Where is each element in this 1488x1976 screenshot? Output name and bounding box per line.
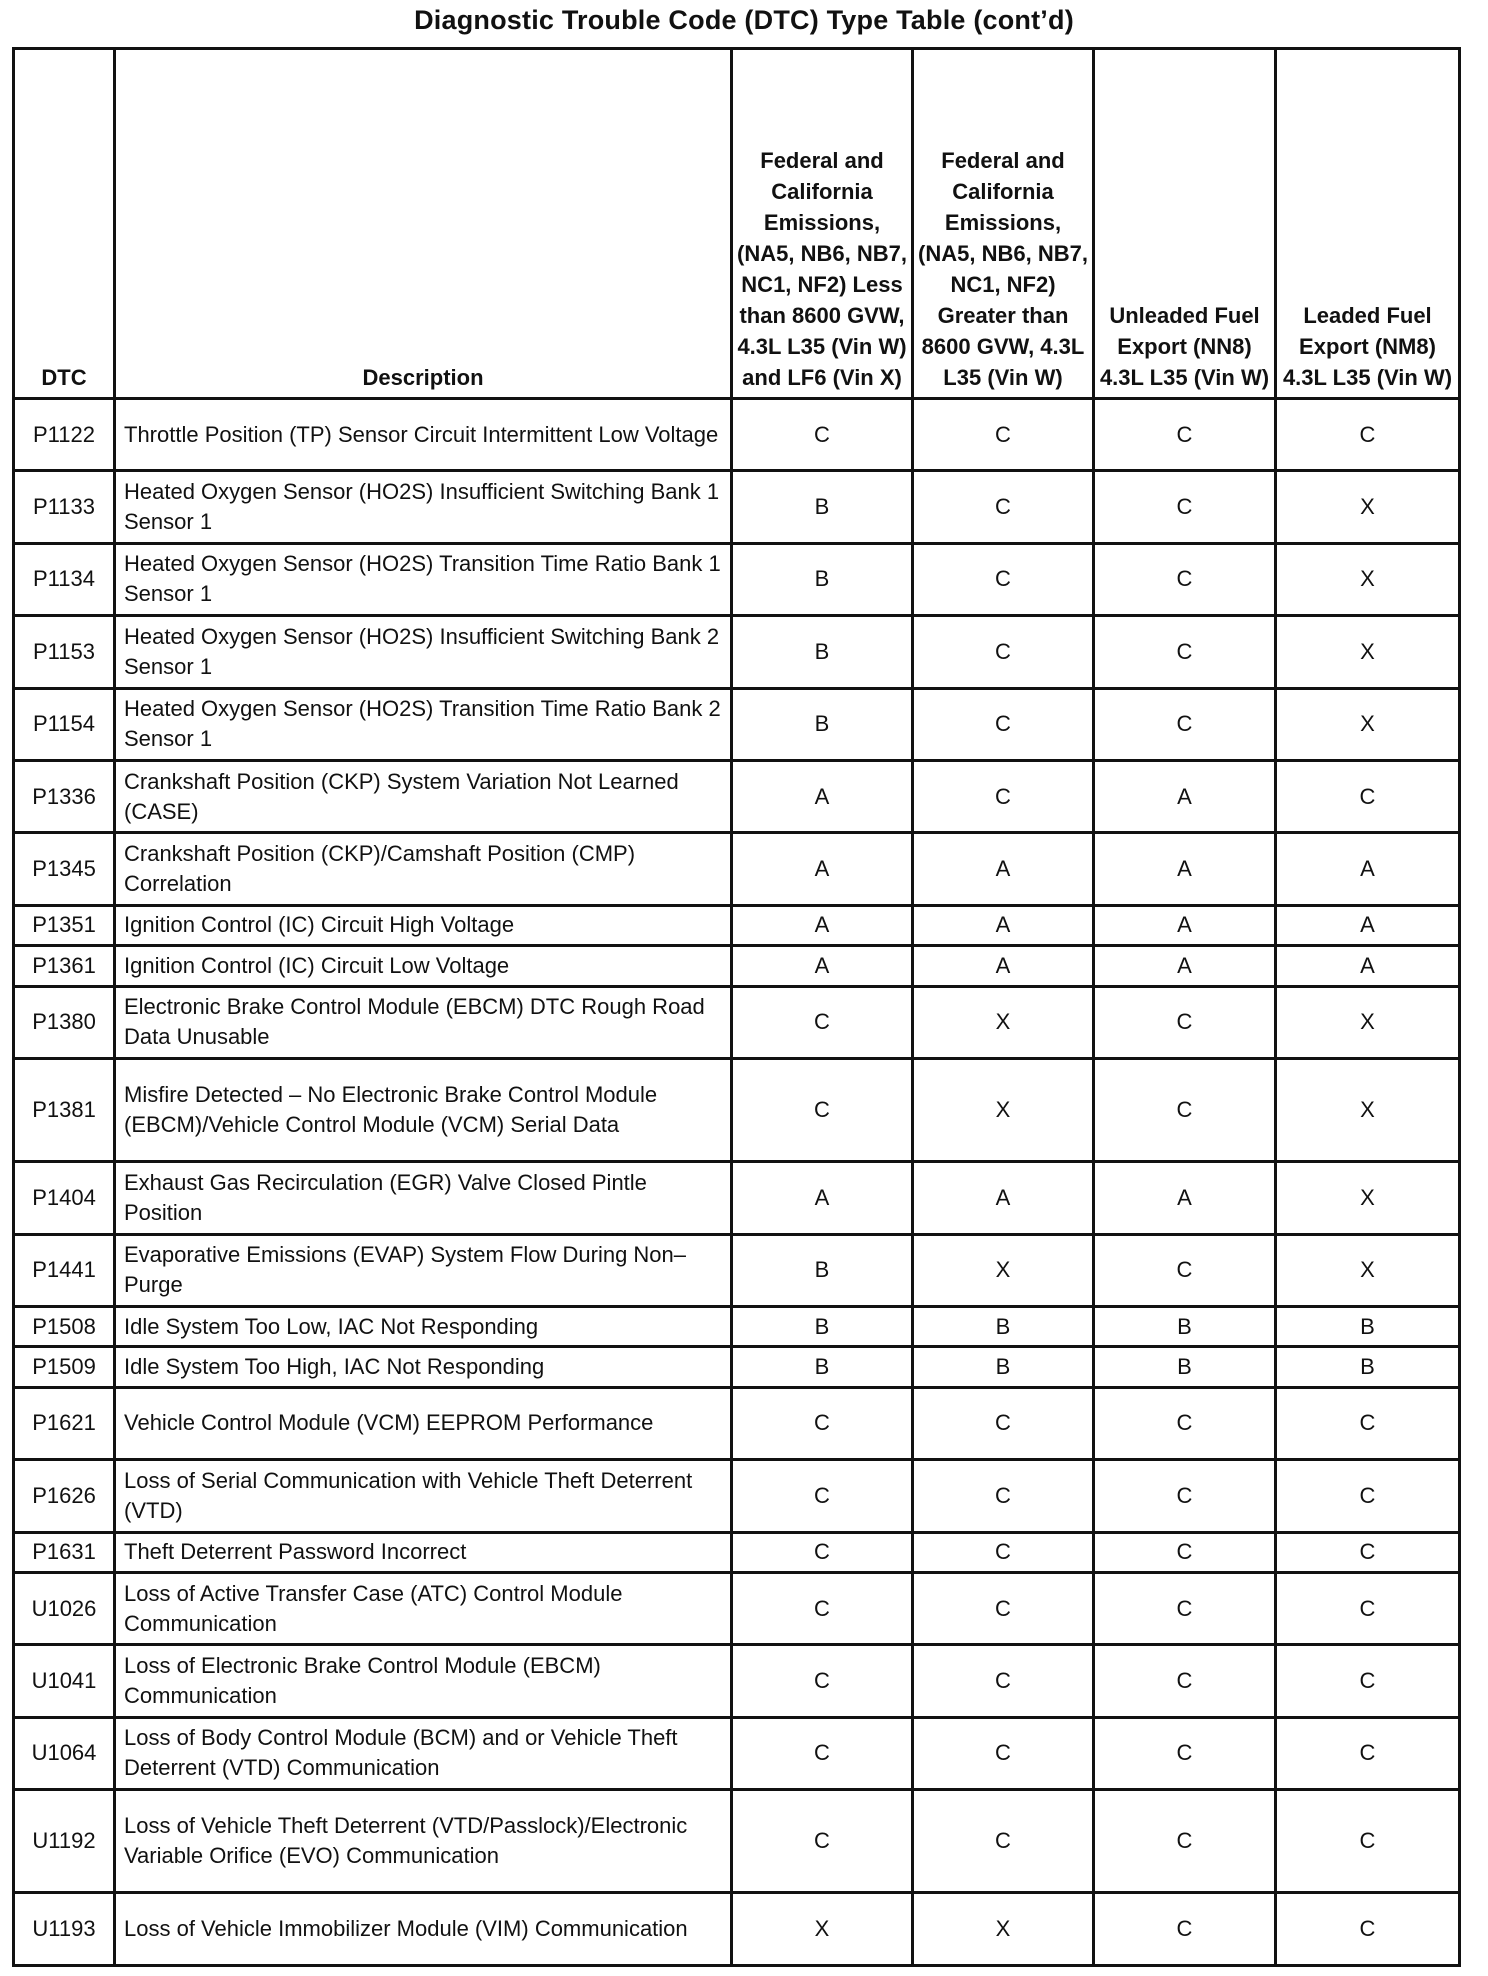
table-body — [14, 399, 1460, 1966]
value-federal-greater-8600: C — [913, 1790, 1094, 1893]
value-federal-less-8600: C — [732, 1460, 913, 1532]
value-unleaded-export: A — [1094, 1162, 1276, 1234]
page-title: Diagnostic Trouble Code (DTC) Type Table (cont’d) — [414, 5, 1074, 35]
table-row — [14, 1893, 1460, 1966]
header-leaded-export: Leaded Fuel Export (NM8) 4.3L L35 (Vin W) — [1276, 49, 1460, 399]
value-leaded-export: C — [1276, 1790, 1460, 1893]
value-leaded-export: B — [1276, 1306, 1460, 1346]
value-leaded-export: C — [1276, 760, 1460, 832]
dtc-description: Crankshaft Position (CKP) System Variation Not Learned (CASE) — [115, 760, 732, 832]
dtc-code: P1336 — [14, 760, 115, 832]
value-federal-less-8600: C — [732, 399, 913, 471]
dtc-description: Theft Deterrent Password Incorrect — [115, 1532, 732, 1572]
value-federal-greater-8600: B — [913, 1347, 1094, 1387]
value-unleaded-export: B — [1094, 1306, 1276, 1346]
table-row — [14, 1532, 1460, 1572]
dtc-code: P1441 — [14, 1234, 115, 1306]
table-row — [14, 946, 1460, 986]
value-federal-less-8600: C — [732, 1790, 913, 1893]
value-leaded-export: C — [1276, 1532, 1460, 1572]
value-unleaded-export: C — [1094, 471, 1276, 543]
value-leaded-export: B — [1276, 1347, 1460, 1387]
value-leaded-export: A — [1276, 905, 1460, 945]
value-unleaded-export: B — [1094, 1347, 1276, 1387]
value-leaded-export: X — [1276, 1234, 1460, 1306]
dtc-code: U1192 — [14, 1790, 115, 1893]
value-leaded-export: C — [1276, 1460, 1460, 1532]
table-row — [14, 1347, 1460, 1387]
value-federal-greater-8600: X — [913, 1893, 1094, 1966]
value-federal-less-8600: C — [732, 1572, 913, 1644]
value-federal-greater-8600: A — [913, 833, 1094, 905]
value-unleaded-export: C — [1094, 1790, 1276, 1893]
table-row — [14, 1387, 1460, 1459]
value-unleaded-export: C — [1094, 1572, 1276, 1644]
table-row — [14, 1234, 1460, 1306]
value-federal-greater-8600: A — [913, 905, 1094, 945]
value-federal-less-8600: A — [732, 833, 913, 905]
dtc-description: Throttle Position (TP) Sensor Circuit Intermittent Low Voltage — [115, 399, 732, 471]
value-federal-greater-8600: X — [913, 986, 1094, 1058]
table-row — [14, 471, 1460, 543]
value-unleaded-export: C — [1094, 399, 1276, 471]
dtc-code: U1064 — [14, 1717, 115, 1789]
value-unleaded-export: C — [1094, 1058, 1276, 1161]
value-unleaded-export: C — [1094, 1234, 1276, 1306]
table-row — [14, 1790, 1460, 1893]
table-row — [14, 1058, 1460, 1161]
table-row — [14, 399, 1460, 471]
dtc-code: P1626 — [14, 1460, 115, 1532]
value-leaded-export: X — [1276, 688, 1460, 760]
dtc-description: Heated Oxygen Sensor (HO2S) Transition Time Ratio Bank 1 Sensor 1 — [115, 543, 732, 615]
dtc-code: P1345 — [14, 833, 115, 905]
value-unleaded-export: C — [1094, 1645, 1276, 1717]
table-header-row — [14, 49, 1460, 399]
value-federal-less-8600: B — [732, 471, 913, 543]
value-federal-less-8600: C — [732, 1645, 913, 1717]
table-row — [14, 1572, 1460, 1644]
value-federal-greater-8600: B — [913, 1306, 1094, 1346]
table-row — [14, 543, 1460, 615]
value-federal-less-8600: A — [732, 946, 913, 986]
table-row — [14, 688, 1460, 760]
table-row — [14, 616, 1460, 688]
value-federal-greater-8600: X — [913, 1058, 1094, 1161]
dtc-description: Electronic Brake Control Module (EBCM) DTC Rough Road Data Unusable — [115, 986, 732, 1058]
value-unleaded-export: A — [1094, 760, 1276, 832]
value-federal-greater-8600: C — [913, 399, 1094, 471]
value-federal-greater-8600: C — [913, 1717, 1094, 1789]
table-row — [14, 986, 1460, 1058]
value-unleaded-export: C — [1094, 1717, 1276, 1789]
value-federal-greater-8600: X — [913, 1234, 1094, 1306]
dtc-code: P1133 — [14, 471, 115, 543]
value-unleaded-export: C — [1094, 1532, 1276, 1572]
dtc-code: P1404 — [14, 1162, 115, 1234]
dtc-description: Heated Oxygen Sensor (HO2S) Transition Time Ratio Bank 2 Sensor 1 — [115, 688, 732, 760]
table-row — [14, 833, 1460, 905]
value-federal-less-8600: C — [732, 1532, 913, 1572]
header-federal-greater-8600: Federal and California Emissions, (NA5, NB6, NB7, NC1, NF2) Greater than 8600 GVW, 4.3L L35 (Vin W) — [913, 49, 1094, 399]
dtc-description: Heated Oxygen Sensor (HO2S) Insufficient Switching Bank 2 Sensor 1 — [115, 616, 732, 688]
dtc-description: Exhaust Gas Recirculation (EGR) Valve Closed Pintle Position — [115, 1162, 732, 1234]
value-federal-greater-8600: C — [913, 760, 1094, 832]
value-leaded-export: X — [1276, 1162, 1460, 1234]
dtc-code: U1193 — [14, 1893, 115, 1966]
dtc-description: Ignition Control (IC) Circuit High Voltage — [115, 905, 732, 945]
value-leaded-export: X — [1276, 986, 1460, 1058]
value-leaded-export: X — [1276, 616, 1460, 688]
value-federal-less-8600: B — [732, 1306, 913, 1346]
table-row — [14, 1162, 1460, 1234]
table-row — [14, 1717, 1460, 1789]
dtc-code: P1361 — [14, 946, 115, 986]
value-unleaded-export: C — [1094, 1460, 1276, 1532]
value-leaded-export: C — [1276, 1893, 1460, 1966]
value-unleaded-export: A — [1094, 946, 1276, 986]
value-unleaded-export: C — [1094, 616, 1276, 688]
value-federal-less-8600: C — [732, 1717, 913, 1789]
value-federal-greater-8600: C — [913, 543, 1094, 615]
dtc-code: P1380 — [14, 986, 115, 1058]
dtc-code: P1153 — [14, 616, 115, 688]
value-leaded-export: A — [1276, 946, 1460, 986]
dtc-code: P1509 — [14, 1347, 115, 1387]
dtc-description: Loss of Vehicle Theft Deterrent (VTD/Passlock)/Electronic Variable Orifice (EVO) Communication — [115, 1790, 732, 1893]
value-federal-less-8600: C — [732, 986, 913, 1058]
value-federal-less-8600: C — [732, 1387, 913, 1459]
header-unleaded-export: Unleaded Fuel Export (NN8) 4.3L L35 (Vin W) — [1094, 49, 1276, 399]
dtc-code: P1154 — [14, 688, 115, 760]
dtc-code: P1122 — [14, 399, 115, 471]
value-leaded-export: C — [1276, 1717, 1460, 1789]
value-leaded-export: C — [1276, 1387, 1460, 1459]
dtc-code: P1351 — [14, 905, 115, 945]
table-row — [14, 1460, 1460, 1532]
dtc-description: Loss of Vehicle Immobilizer Module (VIM) Communication — [115, 1893, 732, 1966]
value-federal-greater-8600: A — [913, 946, 1094, 986]
value-leaded-export: X — [1276, 471, 1460, 543]
value-federal-greater-8600: C — [913, 688, 1094, 760]
value-leaded-export: C — [1276, 1645, 1460, 1717]
value-federal-less-8600: C — [732, 1058, 913, 1161]
value-leaded-export: A — [1276, 833, 1460, 905]
value-unleaded-export: C — [1094, 1387, 1276, 1459]
dtc-description: Evaporative Emissions (EVAP) System Flow During Non–Purge — [115, 1234, 732, 1306]
dtc-description: Ignition Control (IC) Circuit Low Voltage — [115, 946, 732, 986]
dtc-code: P1621 — [14, 1387, 115, 1459]
table-row — [14, 760, 1460, 832]
dtc-description: Loss of Active Transfer Case (ATC) Control Module Communication — [115, 1572, 732, 1644]
dtc-code: P1134 — [14, 543, 115, 615]
value-federal-greater-8600: C — [913, 1572, 1094, 1644]
value-federal-greater-8600: C — [913, 616, 1094, 688]
table-row — [14, 1306, 1460, 1346]
value-federal-less-8600: B — [732, 1347, 913, 1387]
table-row — [14, 905, 1460, 945]
dtc-description: Loss of Electronic Brake Control Module (EBCM) Communication — [115, 1645, 732, 1717]
value-leaded-export: X — [1276, 543, 1460, 615]
value-federal-less-8600: X — [732, 1893, 913, 1966]
value-leaded-export: C — [1276, 1572, 1460, 1644]
dtc-description: Misfire Detected – No Electronic Brake Control Module (EBCM)/Vehicle Control Module (VCM) Serial Data — [115, 1058, 732, 1161]
dtc-description: Heated Oxygen Sensor (HO2S) Insufficient Switching Bank 1 Sensor 1 — [115, 471, 732, 543]
value-unleaded-export: C — [1094, 543, 1276, 615]
value-federal-greater-8600: C — [913, 1460, 1094, 1532]
dtc-description: Loss of Body Control Module (BCM) and or Vehicle Theft Deterrent (VTD) Communication — [115, 1717, 732, 1789]
dtc-description: Crankshaft Position (CKP)/Camshaft Position (CMP) Correlation — [115, 833, 732, 905]
dtc-description: Idle System Too High, IAC Not Responding — [115, 1347, 732, 1387]
dtc-code: P1381 — [14, 1058, 115, 1161]
value-federal-less-8600: B — [732, 1234, 913, 1306]
header-federal-less-8600: Federal and California Emissions, (NA5, NB6, NB7, NC1, NF2) Less than 8600 GVW, 4.3L L35 (Vin W) and LF6 (Vin X) — [732, 49, 913, 399]
dtc-code: U1026 — [14, 1572, 115, 1644]
value-federal-greater-8600: C — [913, 1532, 1094, 1572]
value-unleaded-export: C — [1094, 1893, 1276, 1966]
value-federal-greater-8600: A — [913, 1162, 1094, 1234]
header-dtc: DTC — [14, 49, 115, 399]
dtc-description: Idle System Too Low, IAC Not Responding — [115, 1306, 732, 1346]
value-leaded-export: X — [1276, 1058, 1460, 1161]
value-federal-less-8600: B — [732, 688, 913, 760]
dtc-code: U1041 — [14, 1645, 115, 1717]
value-leaded-export: C — [1276, 399, 1460, 471]
value-unleaded-export: C — [1094, 986, 1276, 1058]
value-federal-less-8600: A — [732, 760, 913, 832]
value-unleaded-export: A — [1094, 833, 1276, 905]
value-federal-less-8600: B — [732, 616, 913, 688]
value-federal-less-8600: A — [732, 905, 913, 945]
dtc-type-table — [12, 47, 1461, 1967]
value-unleaded-export: C — [1094, 688, 1276, 760]
value-federal-less-8600: B — [732, 543, 913, 615]
dtc-code: P1631 — [14, 1532, 115, 1572]
value-federal-greater-8600: C — [913, 471, 1094, 543]
dtc-code: P1508 — [14, 1306, 115, 1346]
dtc-description: Loss of Serial Communication with Vehicle Theft Deterrent (VTD) — [115, 1460, 732, 1532]
value-unleaded-export: A — [1094, 905, 1276, 945]
value-federal-greater-8600: C — [913, 1645, 1094, 1717]
value-federal-greater-8600: C — [913, 1387, 1094, 1459]
dtc-description: Vehicle Control Module (VCM) EEPROM Performance — [115, 1387, 732, 1459]
value-federal-less-8600: A — [732, 1162, 913, 1234]
table-row — [14, 1645, 1460, 1717]
header-description: Description — [115, 49, 732, 399]
